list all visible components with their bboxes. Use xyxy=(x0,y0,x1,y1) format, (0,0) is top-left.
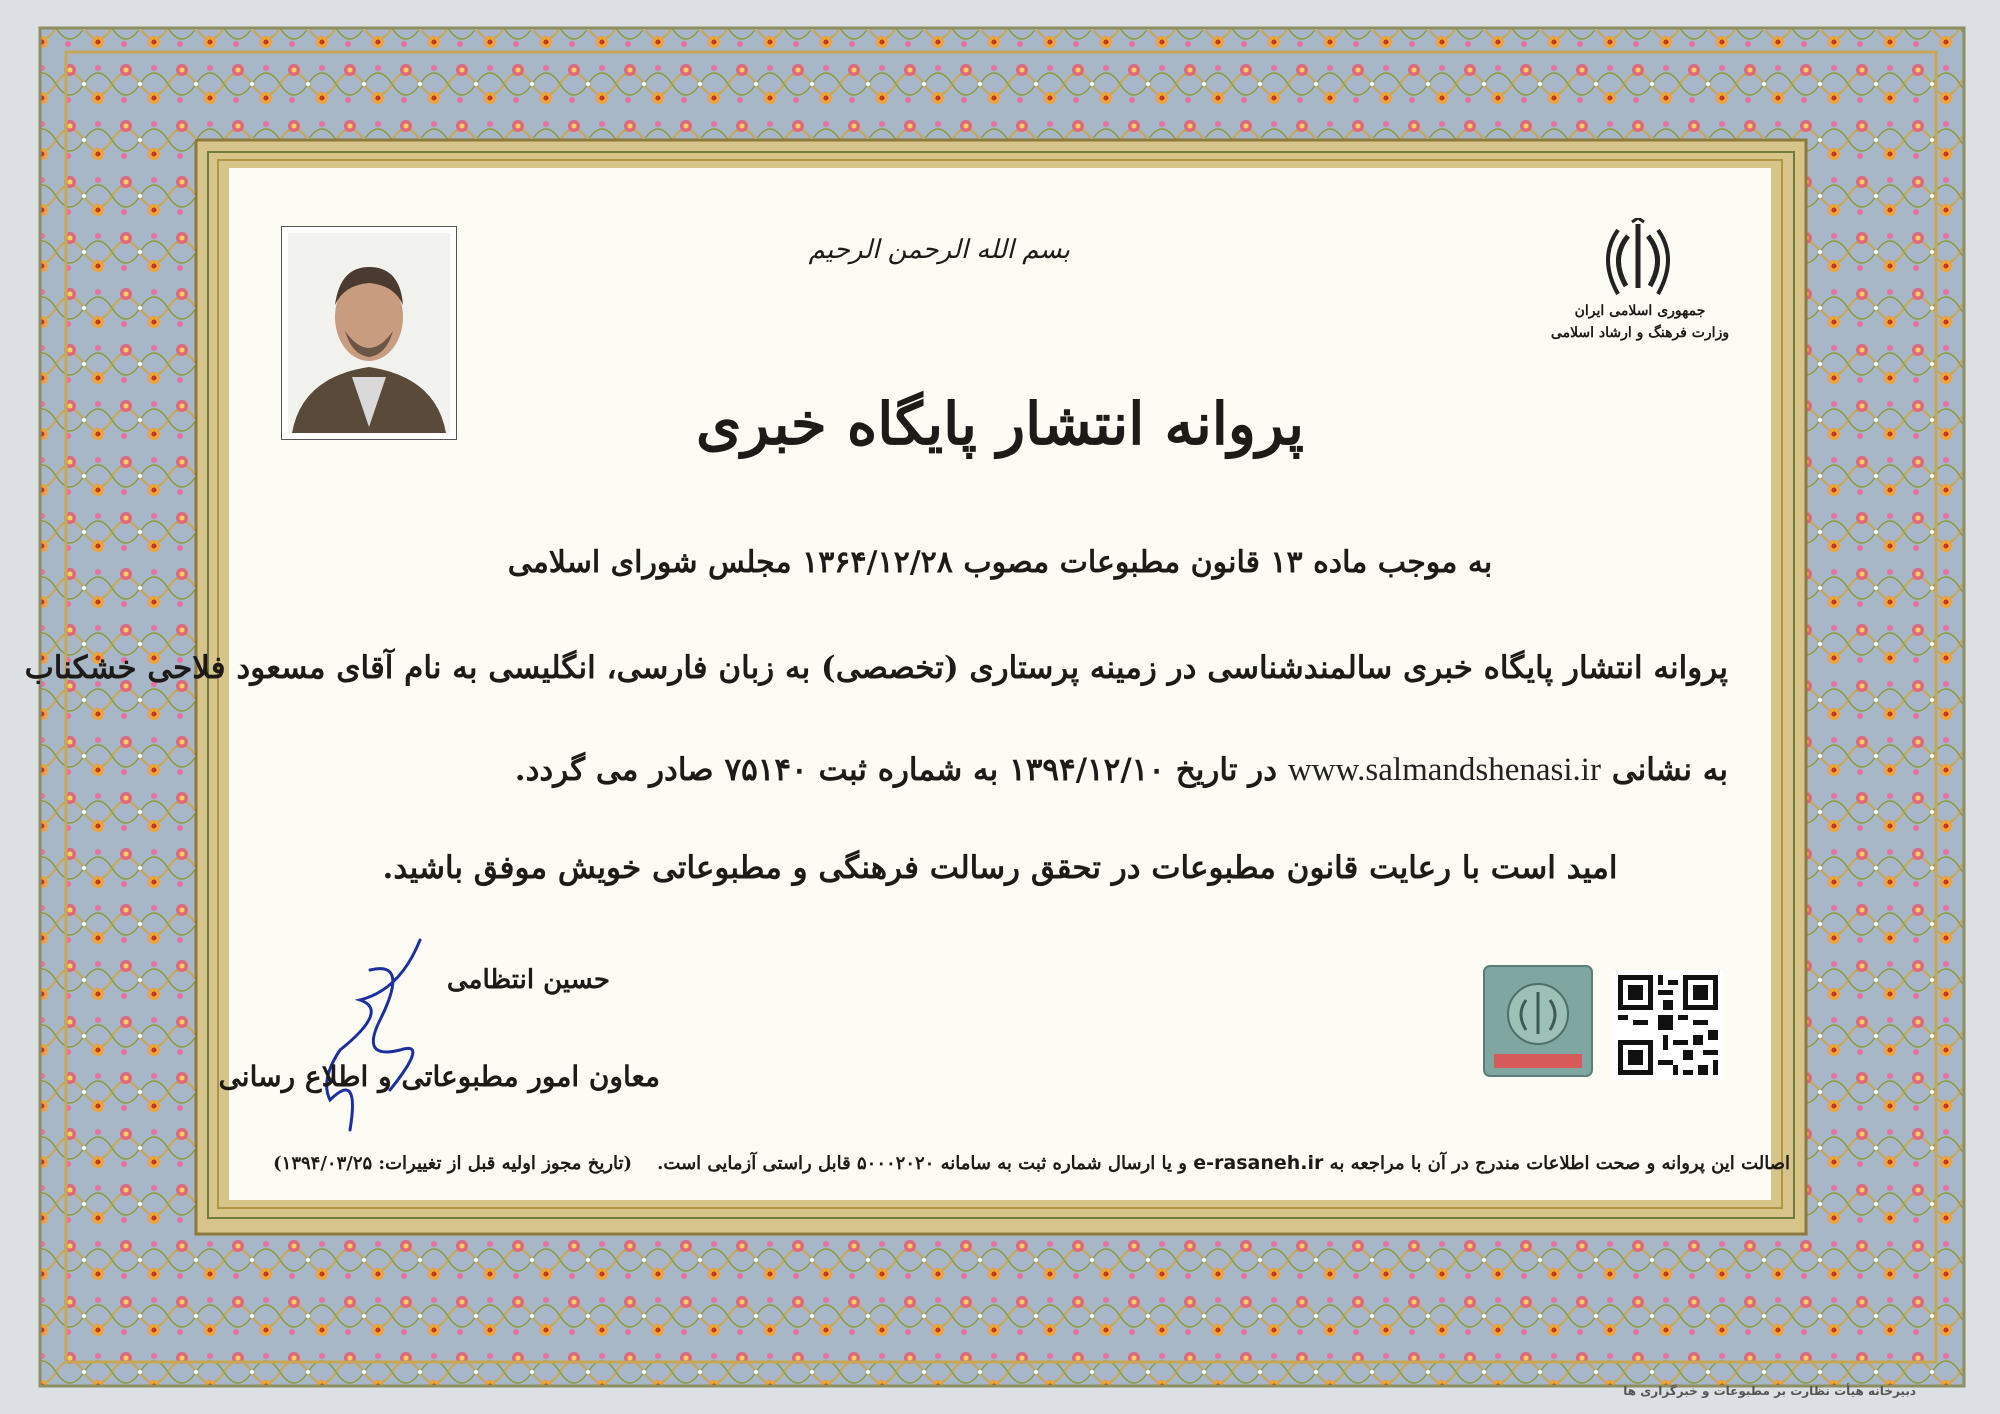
hologram-seal xyxy=(1480,962,1596,1080)
qr-code[interactable] xyxy=(1613,970,1723,1080)
footer-text-start: اصالت این پروانه و صحت اطلاعات مندرج در آن با مراجعه به xyxy=(1329,1153,1790,1174)
date-label: در تاریخ xyxy=(1175,752,1278,788)
ministry-line-2: وزارت فرهنگ و ارشاد اسلامی xyxy=(1550,325,1730,341)
closing-wish-line: امید است با رعایت قانون مطبوعات در تحقق رسالت فرهنگی و مطبوعاتی خویش موفق باشید. xyxy=(382,850,1618,886)
ministry-name xyxy=(1545,300,1735,344)
signatory-position: معاون امور مطبوعاتی و اطلاع رسانی xyxy=(218,1060,660,1093)
initial-license-date: (تاریخ مجوز اولیه قبل از تغییرات: ۱۳۹۴/۰۳/۲۵) xyxy=(273,1153,633,1174)
issued-text: صادر می گردد. xyxy=(514,752,714,788)
registration-number: ۷۵۱۴۰ xyxy=(724,752,808,788)
website-url: www.salmandshenasi.ir xyxy=(1287,752,1601,788)
handwritten-signature xyxy=(300,930,450,1140)
license-subject-line: پروانه انتشار پایگاه خبری سالمندشناسی در زمینه پرستاری (تخصصی) به زبان فارسی، انگلیسی به نام آقای مسعود فلاحی خشکناب xyxy=(24,650,1728,686)
iran-emblem-icon xyxy=(1596,218,1680,304)
legal-basis-line: به موجب ماده ۱۳ قانون مطبوعات مصوب ۱۳۶۴/۱۲/۲۸ مجلس شورای اسلامی xyxy=(507,545,1493,580)
issue-date: ۱۳۹۴/۱۲/۱۰ xyxy=(1009,752,1165,788)
verification-footer xyxy=(273,1152,1790,1174)
license-details-line xyxy=(515,752,1728,789)
footer-text-end: و یا ارسال شماره ثبت به سامانه ۵۰۰۰۲۰۲۰ قابل راستی آزمایی است. xyxy=(657,1153,1187,1174)
registration-label: به شماره ثبت xyxy=(818,752,999,788)
ministry-line-1: جمهوری اسلامی ایران xyxy=(1574,303,1706,319)
board-note: دبیرخانه هیأت نظارت بر مطبوعات و خبرگزاری ها xyxy=(1623,1384,1916,1398)
verification-site: e-rasaneh.ir xyxy=(1193,1152,1324,1174)
bismillah-calligraphy: بسم الله الرحمن الرحیم xyxy=(808,235,1070,265)
certificate-title: پروانه انتشار پایگاه خبری xyxy=(695,390,1305,458)
address-label: به نشانی xyxy=(1611,752,1728,788)
signatory-name: حسین انتظامی xyxy=(446,965,610,995)
